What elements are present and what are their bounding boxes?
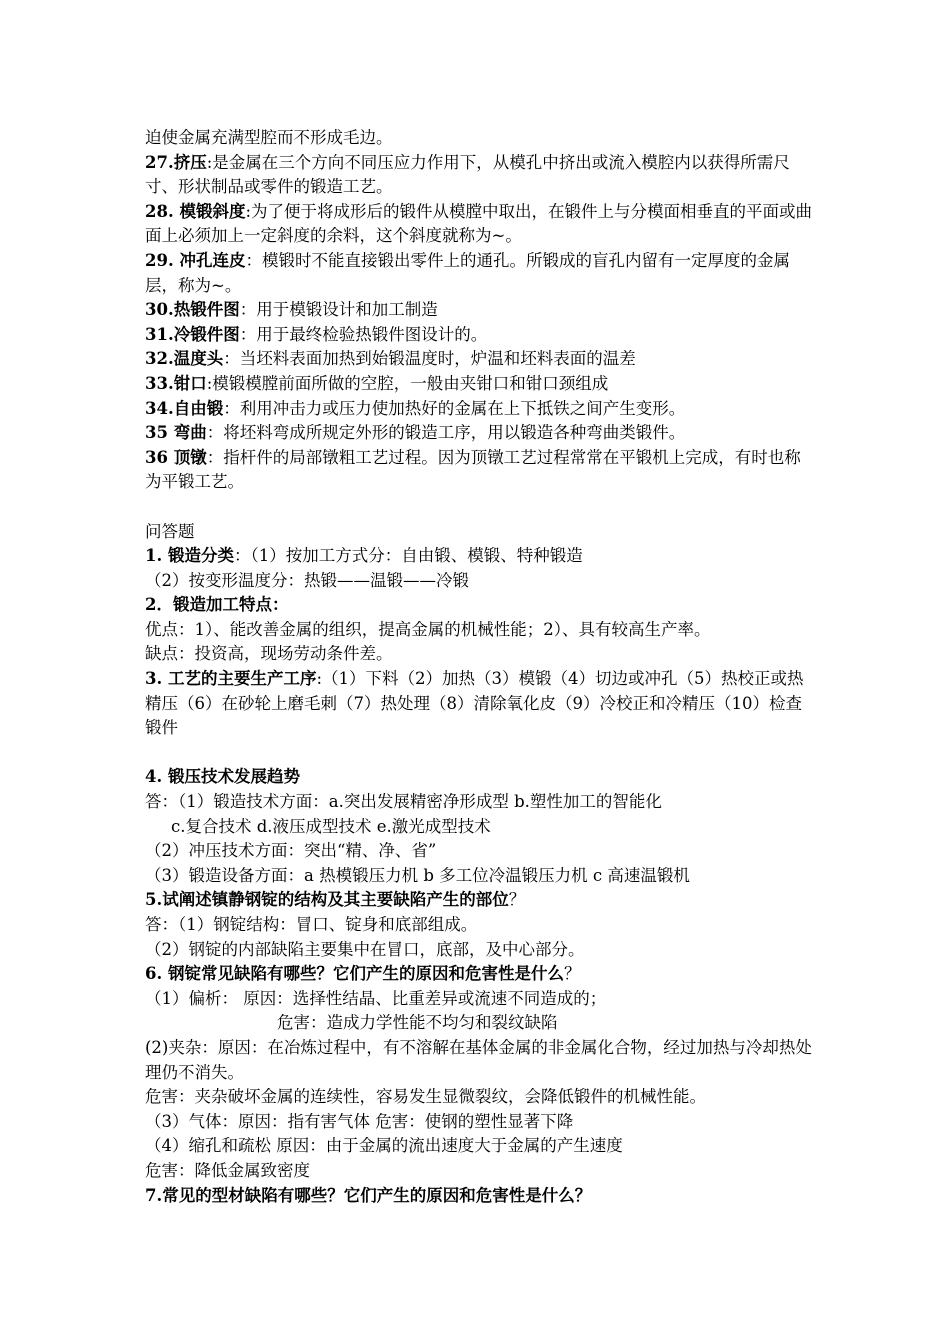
term: 32.温度头 <box>145 349 224 369</box>
question-4: 4. 锻压技术发展趋势 <box>145 767 300 787</box>
term: 31.冷锻件图 <box>145 324 240 344</box>
answer-line: 答：（1）锻造技术方面：a.突出发展精密净形成型 b.塑性加工的智能化 <box>145 792 662 812</box>
question-5 <box>145 888 815 913</box>
text-line <box>145 126 815 151</box>
answer-line: 危害：降低金属致密度 <box>145 1160 310 1180</box>
answer-line: （2）钢锭的内部缺陷主要集中在冒口，底部，及中心部分。 <box>145 939 585 959</box>
definition-32 <box>145 347 815 372</box>
question-mark: ？ <box>508 890 526 910</box>
term: 30.热锻件图 <box>145 300 240 320</box>
question-mark: ？ <box>563 964 581 984</box>
question-term: 3. 工艺的主要生产工序 <box>145 669 317 689</box>
definition-text: :是金属在三个方向不同压应力作用下，从模孔中挤出或流入模腔内以获得所需尺寸、形状制品或零件的锻造工艺。 <box>145 152 790 197</box>
answer-line: （1）偏析： 原因：选择性结晶、比重差异或流速不同造成的； <box>145 988 607 1008</box>
question-1 <box>145 544 815 569</box>
document-body <box>145 126 815 1208</box>
definition-text: ：将坯料弯成所规定外形的锻造工序，用以锻造各种弯曲类锻件。 <box>206 423 686 443</box>
definition-30 <box>145 298 815 323</box>
definition-31 <box>145 323 815 348</box>
definition-29 <box>145 249 815 298</box>
line-text: 迫使金属充满型腔而不形成毛边。 <box>145 128 393 147</box>
answer-line: 危害：造成力学性能不均匀和裂纹缺陷 <box>277 1013 558 1033</box>
term: 29. 冲孔连皮 <box>145 250 246 270</box>
definition-27 <box>145 151 815 200</box>
term: 33.钳口 <box>145 373 207 393</box>
definition-text: ：用于模锻设计和加工制造 <box>239 300 438 320</box>
answer-text: :（1）下料（2）加热（3）模锻（4）切边或冲孔（5）热校正或热精压（6）在砂轮上磨毛刺（7）热处理（8）清除氧化皮（9）冷校正和冷精压（10）检查锻件 <box>145 669 804 738</box>
answer-line: （4）缩孔和疏松 原因：由于金属的流出速度大于金属的产生速度 <box>145 1136 623 1156</box>
answer-line: （2）按变形温度分：热锻——温锻——冷锻 <box>145 570 469 590</box>
term: 35 弯曲 <box>145 423 207 443</box>
answer-text: ：（1）按加工方式分：自由锻、模锻、特种锻造 <box>233 546 583 566</box>
term: 27.挤压 <box>145 152 207 172</box>
answer-line: 缺点：投资高，现场劳动条件差。 <box>145 644 393 664</box>
answer-line: 优点：1）、能改善金属的组织，提高金属的机械性能；2）、具有较高生产率。 <box>145 619 711 639</box>
answer-line: （2）冲压技术方面：突出“精、净、省” <box>145 841 437 861</box>
definition-text: :模锻模膛前面所做的空腔，一般由夹钳口和钳口颈组成 <box>206 373 609 393</box>
answer-line: 答：（1）钢锭结构：冒口、锭身和底部组成。 <box>145 915 478 934</box>
answer-line: （3）锻造设备方面：a 热模锻压力机 b 多工位冷温锻压力机 c 高速温锻机 <box>145 865 690 885</box>
definition-text: ：利用冲击力或压力使加热好的金属在上下抵铁之间产生变形。 <box>223 398 686 418</box>
question-7: 7.常见的型材缺陷有哪些？它们产生的原因和危害性是什么？ <box>145 1185 592 1205</box>
definition-text: ：用于最终检验热锻件图设计的。 <box>239 324 488 344</box>
answer-line: 危害：夹杂破坏金属的连续性，容易发生显微裂纹，会降低锻件的机械性能。 <box>145 1087 706 1107</box>
definition-34 <box>145 397 815 422</box>
definition-text: ：模锻时不能直接锻出零件上的通孔。所锻成的盲孔内留有一定厚度的金属层，称为~。 <box>145 250 790 295</box>
definition-text: ：当坯料表面加热到始锻温度时，炉温和坯料表面的温差 <box>223 349 636 369</box>
definition-28 <box>145 200 815 249</box>
definition-text: :为了便于将成形后的锻件从模膛中取出，在锻件上与分模面相垂直的平面或曲面上必须加上一定斜度的余料，这个斜度就称为~。 <box>145 201 813 246</box>
definition-text: ：指杆件的局部镦粗工艺过程。因为顶镦工艺过程常常在平锻机上完成，有时也称为平锻工艺。 <box>145 447 801 492</box>
answer-line: c.复合技术 d.液压成型技术 e.激光成型技术 <box>171 816 491 836</box>
blank-line <box>145 495 815 520</box>
question-6 <box>145 962 815 987</box>
answer-line: (2)夹杂：原因：在冶炼过程中，有不溶解在基体金属的非金属化合物，经过加热与冷却热处理仍不消失。 <box>145 1037 812 1082</box>
term: 28. 模锻斜度 <box>145 201 246 221</box>
definition-35 <box>145 421 815 446</box>
question-3 <box>145 667 815 741</box>
section-heading: 问答题 <box>145 521 195 541</box>
term: 34.自由锻 <box>145 398 224 418</box>
question-term: 6. 钢锭常见缺陷有哪些？它们产生的原因和危害性是什么 <box>145 964 564 984</box>
definition-36 <box>145 446 815 495</box>
answer-line: （3）气体：原因：指有害气体 危害：使钢的塑性显著下降 <box>145 1111 574 1131</box>
question-term: 5.试阐述镇静钢锭的结构及其主要缺陷产生的部位 <box>145 890 509 910</box>
question-2: 2．锻造加工特点： <box>145 595 289 615</box>
definition-33 <box>145 372 815 397</box>
term: 36 顶镦 <box>145 447 207 467</box>
question-term: 1. 锻造分类 <box>145 546 234 566</box>
blank-line <box>145 741 815 766</box>
